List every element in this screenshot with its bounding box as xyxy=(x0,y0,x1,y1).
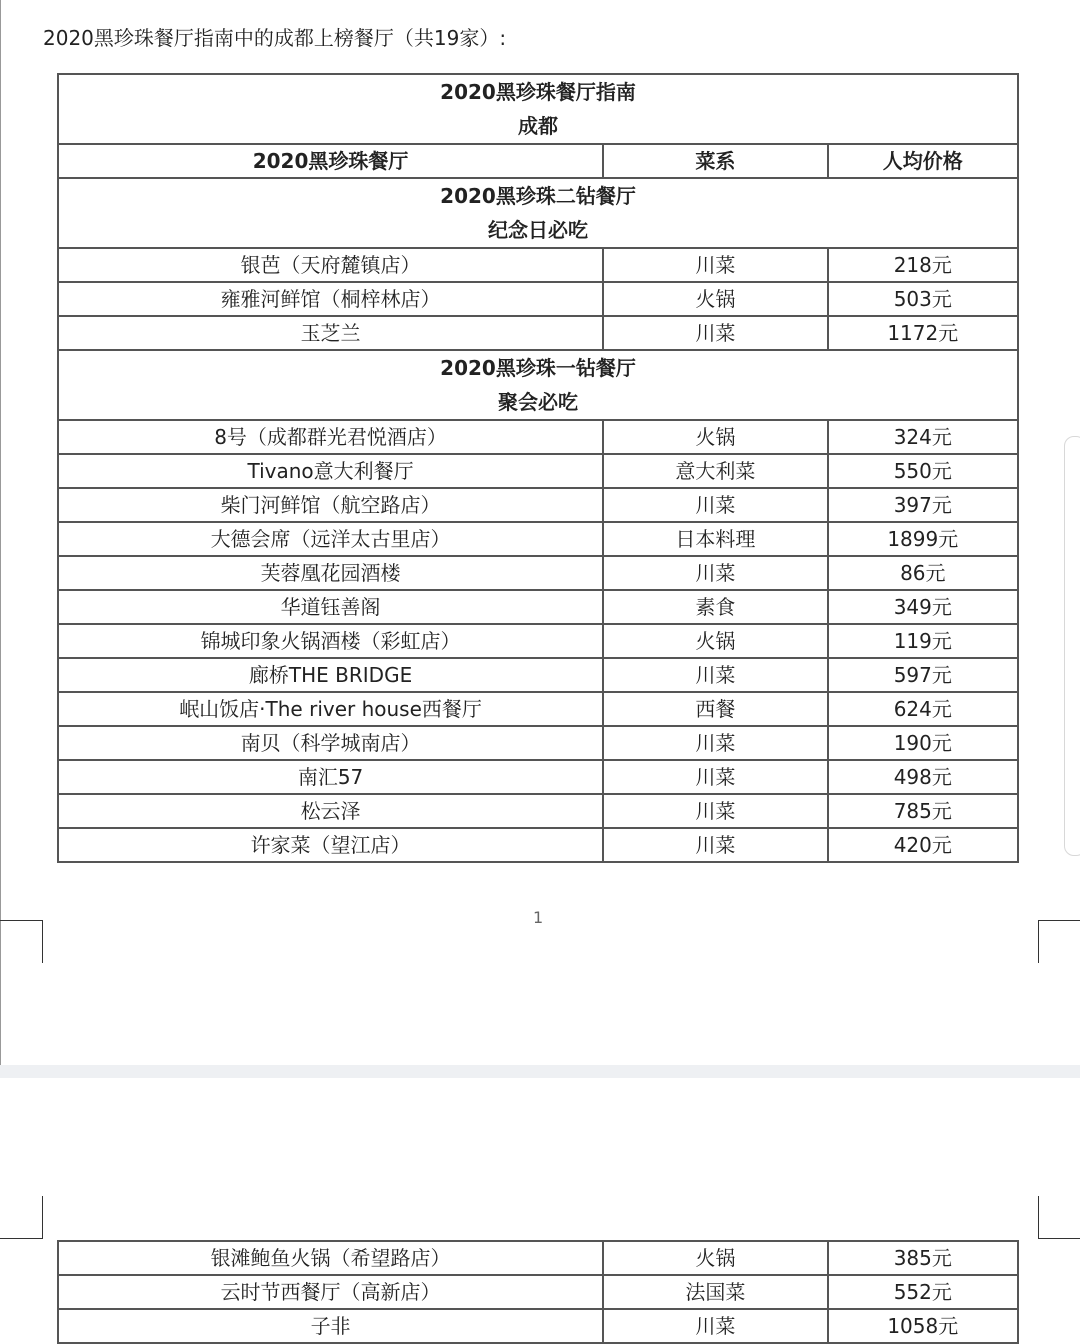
restaurant-price: 597元 xyxy=(828,658,1018,692)
restaurant-price: 397元 xyxy=(828,488,1018,522)
section-two-diamond-line2: 纪念日必吃 xyxy=(488,218,588,242)
restaurant-price: 324元 xyxy=(828,420,1018,454)
restaurant-cuisine: 意大利菜 xyxy=(603,454,827,488)
restaurant-price: 503元 xyxy=(828,282,1018,316)
restaurant-name: 8号（成都群光君悦酒店） xyxy=(58,420,603,454)
restaurant-name: 银滩鲍鱼火锅（希望路店） xyxy=(58,1241,603,1275)
restaurant-cuisine: 川菜 xyxy=(603,794,827,828)
restaurant-price: 190元 xyxy=(828,726,1018,760)
crop-mark-bottom-right xyxy=(1038,1196,1080,1239)
restaurant-cuisine: 川菜 xyxy=(603,556,827,590)
restaurant-name: 南贝（科学城南店） xyxy=(58,726,603,760)
table-row xyxy=(58,420,1018,454)
restaurant-name: 芙蓉凰花园酒楼 xyxy=(58,556,603,590)
table-row xyxy=(58,692,1018,726)
restaurant-name: 云时节西餐厅（高新店） xyxy=(58,1275,603,1309)
restaurant-price: 119元 xyxy=(828,624,1018,658)
table-row xyxy=(58,1309,1018,1343)
restaurant-cuisine: 西餐 xyxy=(603,692,827,726)
restaurant-price: 1899元 xyxy=(828,522,1018,556)
page-number: 1 xyxy=(533,908,544,927)
restaurant-cuisine: 川菜 xyxy=(603,828,827,862)
restaurant-table-continued xyxy=(57,1240,1019,1344)
restaurant-name: 松云泽 xyxy=(58,794,603,828)
section-two-diamond-cell xyxy=(58,178,1018,248)
restaurant-price: 624元 xyxy=(828,692,1018,726)
restaurant-cuisine: 川菜 xyxy=(603,488,827,522)
table-row xyxy=(58,726,1018,760)
table-row xyxy=(58,828,1018,862)
scroll-handle[interactable] xyxy=(1064,436,1080,856)
table-row xyxy=(58,794,1018,828)
restaurant-name: 大德会席（远洋太古里店） xyxy=(58,522,603,556)
restaurant-name: 玉芝兰 xyxy=(58,316,603,350)
restaurant-price: 1172元 xyxy=(828,316,1018,350)
header-name: 2020黑珍珠餐厅 xyxy=(58,144,603,178)
restaurant-name: 南汇57 xyxy=(58,760,603,794)
restaurant-name: 廊桥THE BRIDGE xyxy=(58,658,603,692)
restaurant-cuisine: 火锅 xyxy=(603,624,827,658)
table-row xyxy=(58,1275,1018,1309)
table-row xyxy=(58,556,1018,590)
restaurant-name: 银芭（天府麓镇店） xyxy=(58,248,603,282)
header-price: 人均价格 xyxy=(828,144,1018,178)
restaurant-name: Tivano意大利餐厅 xyxy=(58,454,603,488)
table-row xyxy=(58,1241,1018,1275)
restaurant-name: 岷山饭店·The river house西餐厅 xyxy=(58,692,603,726)
restaurant-price: 218元 xyxy=(828,248,1018,282)
restaurant-cuisine: 川菜 xyxy=(603,726,827,760)
restaurant-price: 385元 xyxy=(828,1241,1018,1275)
restaurant-price: 785元 xyxy=(828,794,1018,828)
restaurant-price: 86元 xyxy=(828,556,1018,590)
restaurant-price: 552元 xyxy=(828,1275,1018,1309)
table-title-cell xyxy=(58,74,1018,144)
section-one-diamond-line1: 2020黑珍珠一钻餐厅 xyxy=(440,356,636,380)
table-row xyxy=(58,760,1018,794)
crop-mark-top-right xyxy=(1038,920,1080,963)
restaurant-cuisine: 川菜 xyxy=(603,248,827,282)
restaurant-cuisine: 川菜 xyxy=(603,1309,827,1343)
table-row xyxy=(58,316,1018,350)
restaurant-name: 柴门河鲜馆（航空路店） xyxy=(58,488,603,522)
restaurant-name: 子非 xyxy=(58,1309,603,1343)
restaurant-cuisine: 日本料理 xyxy=(603,522,827,556)
table-row xyxy=(58,488,1018,522)
table-row xyxy=(58,522,1018,556)
restaurant-name: 许家菜（望江店） xyxy=(58,828,603,862)
restaurant-cuisine: 川菜 xyxy=(603,658,827,692)
restaurant-cuisine: 素食 xyxy=(603,590,827,624)
restaurant-cuisine: 火锅 xyxy=(603,1241,827,1275)
restaurant-cuisine: 川菜 xyxy=(603,760,827,794)
section-header-row xyxy=(58,350,1018,420)
crop-mark-bottom-left xyxy=(0,1196,43,1239)
section-two-diamond-line1: 2020黑珍珠二钻餐厅 xyxy=(440,184,636,208)
table-header-row xyxy=(58,144,1018,178)
restaurant-cuisine: 火锅 xyxy=(603,420,827,454)
crop-mark-top-left xyxy=(0,920,43,963)
restaurant-table xyxy=(57,73,1019,863)
page-separator xyxy=(0,1065,1080,1078)
restaurant-price: 498元 xyxy=(828,760,1018,794)
restaurant-name: 雍雅河鲜馆（桐梓林店） xyxy=(58,282,603,316)
restaurant-price: 420元 xyxy=(828,828,1018,862)
table-row xyxy=(58,590,1018,624)
document-page-2 xyxy=(0,1078,1080,1342)
restaurant-cuisine: 火锅 xyxy=(603,282,827,316)
table-row xyxy=(58,248,1018,282)
table-row xyxy=(58,658,1018,692)
section-one-diamond-line2: 聚会必吃 xyxy=(498,390,578,414)
header-cuisine: 菜系 xyxy=(603,144,827,178)
table-title-row xyxy=(58,74,1018,144)
section-one-diamond-cell xyxy=(58,350,1018,420)
table-title-line1: 2020黑珍珠餐厅指南 xyxy=(440,80,636,104)
restaurant-name: 华道钰善阁 xyxy=(58,590,603,624)
section-header-row xyxy=(58,178,1018,248)
restaurant-name: 锦城印象火锅酒楼（彩虹店） xyxy=(58,624,603,658)
table-row xyxy=(58,624,1018,658)
page-left-edge xyxy=(0,0,1,1065)
restaurant-price: 1058元 xyxy=(828,1309,1018,1343)
restaurant-price: 349元 xyxy=(828,590,1018,624)
table-title-line2: 成都 xyxy=(518,114,558,138)
restaurant-price: 550元 xyxy=(828,454,1018,488)
restaurant-cuisine: 法国菜 xyxy=(603,1275,827,1309)
table-row xyxy=(58,454,1018,488)
restaurant-cuisine: 川菜 xyxy=(603,316,827,350)
intro-text: 2020黑珍珠餐厅指南中的成都上榜餐厅（共19家）: xyxy=(43,26,507,50)
table-row xyxy=(58,282,1018,316)
